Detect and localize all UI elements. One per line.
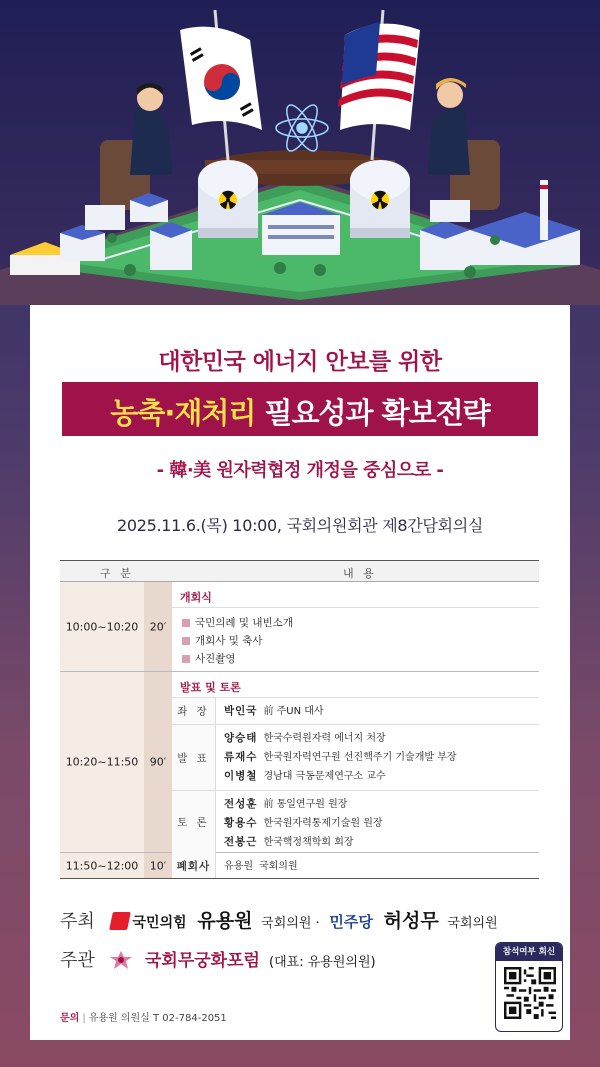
bullet-list [172,608,539,674]
event-datetime: 2025.11.6.(목) 10:00, 국회의원회관 제8간담회의실 [116,516,484,535]
contact-label: 문의 [60,1013,80,1024]
subtitle: - 韓·美 원자력협정 개정을 중심으로 - [156,460,444,481]
person-row: 박인국 前 주UN 대사 [224,705,324,717]
organizer-label: 주관 [60,950,95,971]
duration-cell: 10′ [144,853,172,878]
qr-code-icon[interactable] [504,967,556,1019]
contact-separator: | [82,1013,86,1024]
role-label: 발 표 [172,725,216,790]
duration-cell: 90′ [144,672,172,852]
duration-cell: 20′ [144,582,172,671]
person-row: 이병철 경남대 극동문제연구소 교수 [224,770,386,782]
title-line1: 대한민국 에너지 안보를 위한 [158,349,442,375]
contact-line [60,1009,227,1024]
host-person1: 유용원 [197,910,253,932]
title-line2 [62,391,538,432]
list-item: 사진촬영 [182,650,539,668]
person-row: 류재수 한국원자력연구원 선진핵주기 기술개발 부장 [224,751,457,763]
party1-name: 국민의힘 [132,915,187,931]
role-row-panel [172,791,539,853]
role-label: 토 론 [172,791,216,853]
time-cell: 11:50~12:00 [60,853,144,878]
schedule-block-discussion [60,672,539,853]
forum-representative: (대표: 유용원의원) [269,955,376,970]
block-content [172,853,539,878]
person-row: 전성훈 前 통일연구원 원장 [224,798,348,810]
role-row-closing [172,853,539,878]
section-title: 개회식 [172,582,539,608]
ppp-logo-icon [109,912,131,930]
schedule-block-closing [60,853,539,879]
role-label: 좌 장 [172,698,216,724]
time-cell: 10:20~11:50 [60,672,144,852]
reactor-left [198,160,258,238]
role-row-presenters [172,725,539,791]
host-label: 주최 [60,911,95,932]
schedule-header-content: 내 용 [343,567,377,580]
person-row: 황용수 한국원자력통제기술원 원장 [224,817,383,829]
role-people [216,698,539,725]
info-card [30,305,570,1040]
role-row-chair [172,698,539,725]
role-people [216,725,539,790]
host-line [60,906,560,934]
host-person2: 허성무 [383,910,439,932]
person-row: 전봉근 한국핵정책학회 회장 [224,836,354,848]
list-item: 개회사 및 축사 [182,632,539,650]
title-highlight: 농축·재처리 [110,396,256,430]
role-label: 폐회사 [172,853,216,878]
mugunghwa-logo-icon [108,950,134,970]
host-title2: 국회의원 [447,916,498,931]
block-content [172,672,539,853]
title-line2-box [62,382,538,436]
reactor-right [350,160,410,238]
contact-text: 유용원 의원실 T 02-784-2051 [88,1013,227,1024]
forum-name: 국회무궁화포럼 [144,951,260,971]
hero-illustration [0,0,600,305]
person-row: 양승태 한국수력원자력 에너지 처장 [224,732,386,744]
block-content [172,582,539,674]
role-people [216,853,539,880]
summit-illustration [0,0,600,305]
dp-logo-icon: 민주당 [329,913,373,931]
qr-label: 참석여부 회신 [496,943,562,961]
schedule-table [60,560,539,879]
person-row: 유용원 국회의원 [224,861,298,872]
section-title: 발표 및 토론 [172,672,539,698]
schedule-block-opening [60,582,539,672]
list-item: 국민의례 및 내빈소개 [182,614,539,632]
qr-rsvp[interactable] [495,942,563,1032]
title-rest: 필요성과 확보전략 [255,396,490,430]
role-people [216,791,539,856]
schedule-header [60,560,539,582]
schedule-header-category: 구 분 [100,567,134,580]
host-title1: 국회의원 · [261,916,320,931]
organizer-line [60,946,500,974]
time-cell: 10:00~10:20 [60,582,144,671]
